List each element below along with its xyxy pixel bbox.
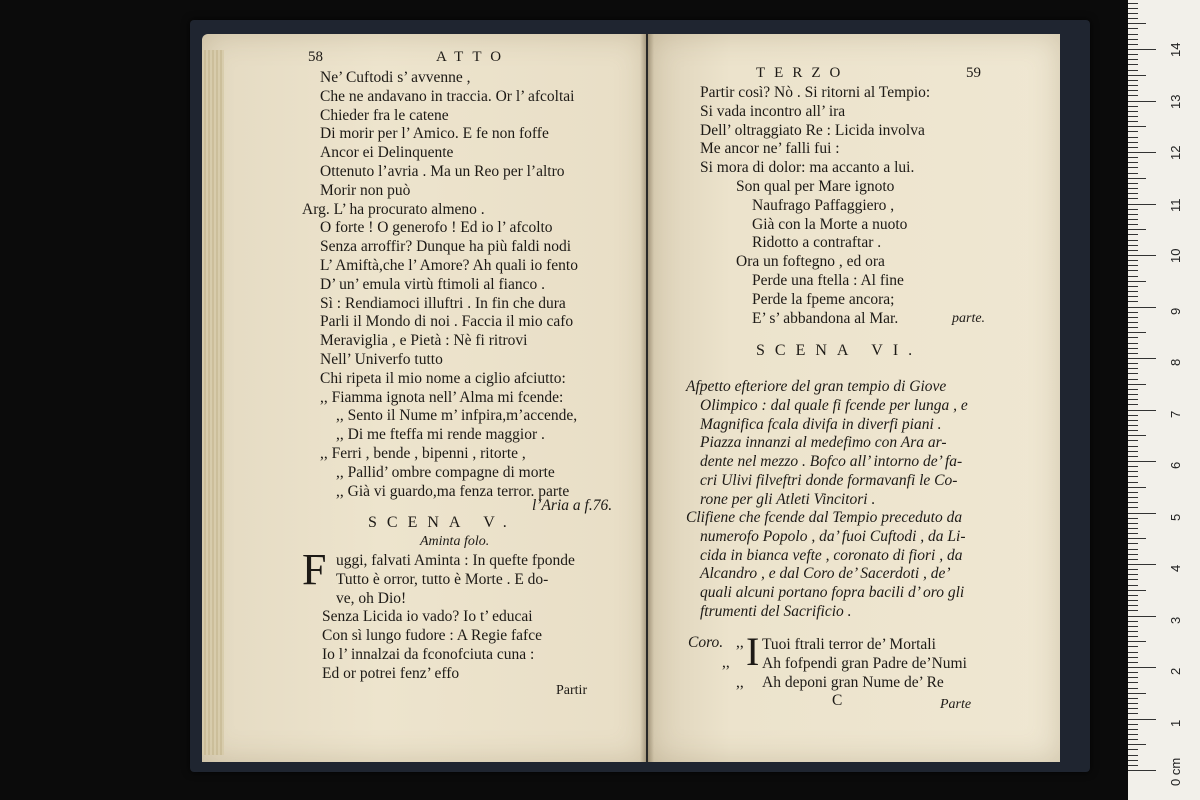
text-line: Nell’ Univerfo tutto xyxy=(320,351,443,368)
text-line: Morir non può xyxy=(320,181,411,199)
ruler-tick xyxy=(1128,507,1138,508)
ruler-tick xyxy=(1128,80,1138,81)
ruler-tick xyxy=(1128,579,1138,580)
ruler-tick xyxy=(1128,399,1138,400)
ruler-tick xyxy=(1128,198,1138,199)
ruler-tick xyxy=(1128,173,1138,174)
ruler-tick xyxy=(1128,497,1138,498)
chorus-line-1: Tuoi ftrali terror de’ Mortali xyxy=(762,636,936,653)
ruler-tick xyxy=(1128,250,1138,251)
ruler-tick xyxy=(1128,301,1138,302)
ruler-tick xyxy=(1128,240,1138,241)
ruler-tick xyxy=(1128,28,1138,29)
ruler-tick xyxy=(1128,64,1138,65)
ruler-number: 5 xyxy=(1168,513,1183,521)
ruler-tick xyxy=(1128,703,1138,704)
ruler-number: 2 xyxy=(1168,667,1183,675)
ruler-tick xyxy=(1128,291,1138,292)
text-line: O forte ! O generofo ! Ed io l’ afcolto xyxy=(320,219,553,237)
ruler-tick xyxy=(1128,131,1138,132)
ruler-tick xyxy=(1128,3,1138,4)
ruler-tick xyxy=(1128,363,1138,364)
ruler-tick xyxy=(1128,332,1146,333)
ruler-tick xyxy=(1128,657,1138,658)
stage-direction-line: Clifiene che fcende dal Tempio preceduto da xyxy=(686,509,963,526)
ruler-tick xyxy=(1128,482,1138,483)
ruler-tick xyxy=(1128,487,1146,488)
ruler-tick xyxy=(1128,590,1146,591)
ruler-tick xyxy=(1128,353,1138,354)
ruler-tick xyxy=(1128,410,1156,411)
text-line: Che ne andavano in traccia. Or l’ afcoltai xyxy=(320,87,575,105)
ruler-unit-label: 0 cm xyxy=(1168,757,1183,786)
text-line: D’ un’ emula virtù ftimoli al fianco . xyxy=(320,275,545,293)
chorus-label: Coro. xyxy=(688,634,724,651)
text-line: Ora un foftegno , ed ora xyxy=(736,253,885,271)
ruler-tick xyxy=(1128,636,1138,637)
chorus-line-2: Ah fofpendi gran Padre de’Numi xyxy=(762,655,967,672)
text-line: Parli il Mondo di noi . Faccia il mio cafo xyxy=(320,313,574,331)
text-line: Sì : Rendiamoci illuftri . In fin che dura xyxy=(320,294,566,312)
ruler-number: 12 xyxy=(1168,145,1183,160)
ruler-tick xyxy=(1128,667,1156,668)
ruler-tick xyxy=(1128,595,1138,596)
stage-direction-line: Piazza innanzi al medefimo con Ara ar- xyxy=(700,434,947,452)
chorus-mark-3: ,, xyxy=(736,674,744,691)
ruler-tick xyxy=(1128,8,1138,9)
text-line: ,, Fiamma ignota nell’ Alma mi fcende: xyxy=(320,388,564,406)
signature-mark: C xyxy=(832,692,843,709)
ruler-tick xyxy=(1128,446,1138,447)
ruler-tick xyxy=(1128,471,1138,472)
text-line: Senza arroffir? Dunque ha più faldi nodi xyxy=(320,238,572,256)
ruler-tick xyxy=(1128,662,1138,663)
ruler-tick xyxy=(1128,281,1146,282)
text-line: Già con la Morte a nuoto xyxy=(752,215,908,233)
text-line: Partir così? Nò . Si ritorni al Tempio: xyxy=(700,84,931,101)
ruler-tick xyxy=(1128,322,1138,323)
ruler-tick xyxy=(1128,59,1138,60)
ruler-tick xyxy=(1128,111,1138,112)
book-gutter xyxy=(640,34,654,762)
ruler-tick xyxy=(1128,193,1138,194)
text-line: Ed or potrei fenz’ effo xyxy=(322,665,460,682)
ruler-tick xyxy=(1128,95,1138,96)
ruler-tick xyxy=(1128,18,1138,19)
text-line: ,, Sento il Nume m’ infpira,m’accende, xyxy=(336,407,578,425)
chorus-line-3: Ah deponi gran Nume de’ Re xyxy=(762,674,944,691)
text-line: Di morir per l’ Amico. E fe non foffe xyxy=(320,125,549,143)
ruler-tick xyxy=(1128,75,1146,76)
ruler-tick xyxy=(1128,755,1138,756)
ruler-tick xyxy=(1128,270,1138,271)
ruler-tick xyxy=(1128,404,1138,405)
ruler-tick xyxy=(1128,157,1138,158)
ruler-tick xyxy=(1128,476,1138,477)
ruler-tick xyxy=(1128,327,1138,328)
ruler-tick xyxy=(1128,389,1138,390)
ruler-tick xyxy=(1128,384,1146,385)
ruler-tick xyxy=(1128,204,1156,205)
ruler-tick xyxy=(1128,554,1138,555)
ruler-tick xyxy=(1128,415,1138,416)
ruler-tick xyxy=(1128,543,1138,544)
ruler-tick xyxy=(1128,245,1138,246)
right-page-number: 59 xyxy=(966,65,981,81)
ruler-number: 14 xyxy=(1168,42,1183,57)
ruler-tick xyxy=(1128,368,1138,369)
ruler-tick xyxy=(1128,358,1156,359)
ruler-tick xyxy=(1128,713,1138,714)
scene-v-heading: SCENA V. xyxy=(368,514,517,531)
ruler-tick xyxy=(1128,116,1138,117)
ruler-tick xyxy=(1128,147,1138,148)
ruler-tick xyxy=(1128,13,1138,14)
ruler-tick xyxy=(1128,688,1138,689)
left-page-number: 58 xyxy=(308,49,323,65)
ruler-tick xyxy=(1128,559,1138,560)
ruler-tick xyxy=(1128,749,1138,750)
ruler-tick xyxy=(1128,420,1138,421)
ruler-tick xyxy=(1128,183,1138,184)
ruler-tick xyxy=(1128,549,1138,550)
stage-direction-line: numerofo Popolo , da’ fuoi Cuftodi , da Li- xyxy=(700,527,966,545)
right-exit-note: parte. xyxy=(952,311,986,326)
ruler-tick xyxy=(1128,518,1138,519)
ruler-tick xyxy=(1128,121,1138,122)
ruler-tick xyxy=(1128,466,1138,467)
ruler-tick xyxy=(1128,39,1138,40)
ruler-tick xyxy=(1128,569,1138,570)
ruler-tick xyxy=(1128,502,1138,503)
stage-direction-line: quali alcuni portano fopra bacili d’ oro gli xyxy=(700,584,965,602)
ruler-tick xyxy=(1128,276,1138,277)
text-line: ,, Già vi guardo,ma fenza terror. parte xyxy=(336,482,570,500)
ruler-tick xyxy=(1128,440,1138,441)
ruler-tick xyxy=(1128,312,1138,313)
ruler-tick xyxy=(1128,85,1138,86)
stage-direction-line: cri Ulivi filveftri donde formavanfi le Co- xyxy=(700,472,958,489)
ruler-tick xyxy=(1128,348,1138,349)
ruler-tick xyxy=(1128,425,1138,426)
ruler-number: 8 xyxy=(1168,358,1183,366)
text-line: Me ancor ne’ falli fui : xyxy=(700,140,840,158)
text-line: Senza Licida io vado? Io t’ educai xyxy=(322,608,533,625)
ruler-tick xyxy=(1128,337,1138,338)
dropcap-line-3: ve, oh Dio! xyxy=(336,590,407,607)
ruler-tick xyxy=(1128,564,1156,565)
ruler-tick xyxy=(1128,224,1138,225)
ruler-tick xyxy=(1128,693,1146,694)
text-line: ,, Di me fteffa mi rende maggior . xyxy=(336,426,545,444)
ruler-tick xyxy=(1128,229,1146,230)
ruler-tick xyxy=(1128,724,1138,725)
ruler-tick xyxy=(1128,461,1156,462)
ruler-tick xyxy=(1128,729,1138,730)
ruler-number: 11 xyxy=(1168,198,1183,212)
text-line: Io l’ innalzai da fconofciuta cuna : xyxy=(322,646,535,663)
ruler-tick xyxy=(1128,188,1138,189)
ruler-tick xyxy=(1128,770,1156,771)
text-line: Meraviglia , e Pietà : Nè fi ritrovi xyxy=(320,332,528,350)
ruler-number: 13 xyxy=(1168,94,1183,109)
ruler-tick xyxy=(1128,234,1138,235)
ruler-tick xyxy=(1128,672,1138,673)
ruler-tick xyxy=(1128,523,1138,524)
ruler-tick xyxy=(1128,317,1138,318)
ruler-tick xyxy=(1128,600,1138,601)
dropcap-line-1: uggi, falvati Aminta : In quefte fponde xyxy=(336,552,575,569)
ruler-tick xyxy=(1128,646,1138,647)
ruler-tick xyxy=(1128,394,1138,395)
ruler-tick xyxy=(1128,641,1146,642)
left-exit-note: Partir xyxy=(556,683,588,698)
drop-cap-f: F xyxy=(302,545,327,594)
ruler-tick xyxy=(1128,162,1138,163)
text-line: Dell’ oltraggiato Re : Licida involva xyxy=(700,121,925,139)
ruler-tick xyxy=(1128,605,1138,606)
drop-cap-i: I xyxy=(746,629,760,674)
text-line: Ottenuto l’avria . Ma un Reo per l’altro xyxy=(320,163,565,180)
ruler-tick xyxy=(1128,209,1138,210)
text-line: Si vada incontro all’ ira xyxy=(700,102,846,120)
ruler-tick xyxy=(1128,219,1138,220)
ruler-number: 1 xyxy=(1168,719,1183,727)
ruler-number: 3 xyxy=(1168,616,1183,624)
text-line: Ancor ei Delinquente xyxy=(320,144,454,162)
text-line: ,, Ferri , bende , bipenni , ritorte , xyxy=(320,445,526,462)
ruler-tick xyxy=(1128,744,1146,745)
ruler-tick xyxy=(1128,430,1138,431)
ruler-tick xyxy=(1128,708,1138,709)
stage-direction-line: Olimpico : dal quale fi fcende per lunga , e xyxy=(700,396,968,414)
scene-vi-heading: SCENA VI. xyxy=(756,342,923,359)
ruler-tick xyxy=(1128,265,1138,266)
stage-direction-line: dente nel mezzo . Bofco all’ intorno de’ fa- xyxy=(700,453,963,471)
ruler-tick xyxy=(1128,90,1138,91)
ruler-tick xyxy=(1128,626,1138,627)
ruler-tick xyxy=(1128,260,1138,261)
catchword: Parte xyxy=(940,697,972,712)
ruler-tick xyxy=(1128,343,1138,344)
stage-direction-line: Magnifica fcala divifa in diverfi piani . xyxy=(700,415,942,433)
ruler-tick xyxy=(1128,677,1138,678)
ruler-tick xyxy=(1128,610,1138,611)
ruler-number: 10 xyxy=(1168,248,1183,263)
stage-direction-line: rone per gli Atleti Vincitori . xyxy=(700,490,876,508)
ruler-tick xyxy=(1128,126,1146,127)
stage-direction-line: cida in bianca vefte , coronato di fiori , da xyxy=(700,546,963,564)
ruler-tick xyxy=(1128,574,1138,575)
ruler-tick xyxy=(1128,760,1138,761)
ruler-tick xyxy=(1128,70,1138,71)
ruler-tick xyxy=(1128,734,1138,735)
ruler-tick xyxy=(1128,616,1156,617)
ruler-number: 9 xyxy=(1168,307,1183,315)
ruler-tick xyxy=(1128,585,1138,586)
ruler-tick xyxy=(1128,682,1138,683)
ruler-tick xyxy=(1128,167,1138,168)
dropcap-line-2: Tutto è orror, tutto è Morte . E do- xyxy=(336,571,549,588)
ruler-tick xyxy=(1128,34,1138,35)
stage-direction-line: ftrumenti del Sacrificio . xyxy=(700,603,852,620)
ruler-tick xyxy=(1128,296,1138,297)
ruler-tick xyxy=(1128,533,1138,534)
right-running-header: TERZO xyxy=(756,65,850,81)
ruler-tick xyxy=(1128,739,1138,740)
left-running-header: ATTO xyxy=(436,49,511,65)
stage-direction-line: Alcandro , e dal Coro de’ Sacerdoti , de’ xyxy=(700,565,951,583)
ruler-tick xyxy=(1128,719,1156,720)
ruler-tick xyxy=(1128,513,1156,514)
text-line: Chi ripeta il mio nome a ciglio afciutto: xyxy=(320,369,566,387)
ruler-tick xyxy=(1128,49,1156,50)
scene-v-subtitle: Aminta folo. xyxy=(420,534,490,549)
text-line: Con sì lungo fudore : A Regie fafce xyxy=(322,627,542,644)
ruler-number: 7 xyxy=(1168,410,1183,418)
ruler-tick xyxy=(1128,698,1138,699)
text-line: ,, Pallid’ ombre compagne di morte xyxy=(336,463,555,481)
ruler-tick xyxy=(1128,23,1146,24)
ruler-tick xyxy=(1128,54,1138,55)
ruler-tick xyxy=(1128,528,1138,529)
ruler-number: 6 xyxy=(1168,461,1183,469)
page-edges xyxy=(202,50,224,755)
ruler-tick xyxy=(1128,106,1138,107)
ruler-tick xyxy=(1128,286,1138,287)
ruler-tick xyxy=(1128,538,1146,539)
ruler-tick xyxy=(1128,44,1138,45)
text-line: Ne’ Cuftodi s’ avvenne , xyxy=(320,69,471,86)
ruler-tick xyxy=(1128,631,1138,632)
ruler-tick xyxy=(1128,214,1138,215)
text-line: Si mora di dolor: ma accanto a lui. xyxy=(700,159,915,177)
chorus-mark-1: ,, xyxy=(736,634,744,651)
ruler-tick xyxy=(1128,307,1156,308)
text-line: Naufrago Paffaggiero , xyxy=(752,196,895,214)
ruler-tick xyxy=(1128,379,1138,380)
ruler-tick xyxy=(1128,178,1146,179)
ruler-tick xyxy=(1128,435,1146,436)
ruler-tick xyxy=(1128,492,1138,493)
text-line: Ridotto a contraftar . xyxy=(752,234,882,252)
text-line: L’ Amiftà,che l’ Amore? Ah quali io fento xyxy=(320,257,578,274)
text-line: Chieder fra le catene xyxy=(320,106,449,124)
stage-direction-line: Afpetto efteriore del gran tempio di Giove xyxy=(686,378,947,395)
ruler-tick xyxy=(1128,456,1138,457)
text-line: Arg. L’ ha procurato almeno . xyxy=(302,200,485,218)
text-line: Perde la fpeme ancora; xyxy=(752,290,895,308)
ruler-tick xyxy=(1128,451,1138,452)
ruler-tick xyxy=(1128,373,1138,374)
ruler-tick xyxy=(1128,142,1138,143)
ruler-tick xyxy=(1128,152,1156,153)
aria-note: l’Aria a f.76. xyxy=(532,497,613,514)
chorus-mark-2: ,, xyxy=(722,654,730,671)
text-line: E’ s’ abbandona al Mar. xyxy=(752,309,899,327)
ruler-tick xyxy=(1128,101,1156,102)
ruler-number: 4 xyxy=(1168,564,1183,572)
ruler-tick xyxy=(1128,621,1138,622)
text-line: Son qual per Mare ignoto xyxy=(736,178,895,195)
text-line: Perde una ftella : Al fine xyxy=(752,272,904,289)
ruler-tick xyxy=(1128,255,1156,256)
ruler-tick xyxy=(1128,137,1138,138)
ruler-tick xyxy=(1128,765,1138,766)
ruler-tick xyxy=(1128,652,1138,653)
scale-ruler xyxy=(1128,0,1200,800)
